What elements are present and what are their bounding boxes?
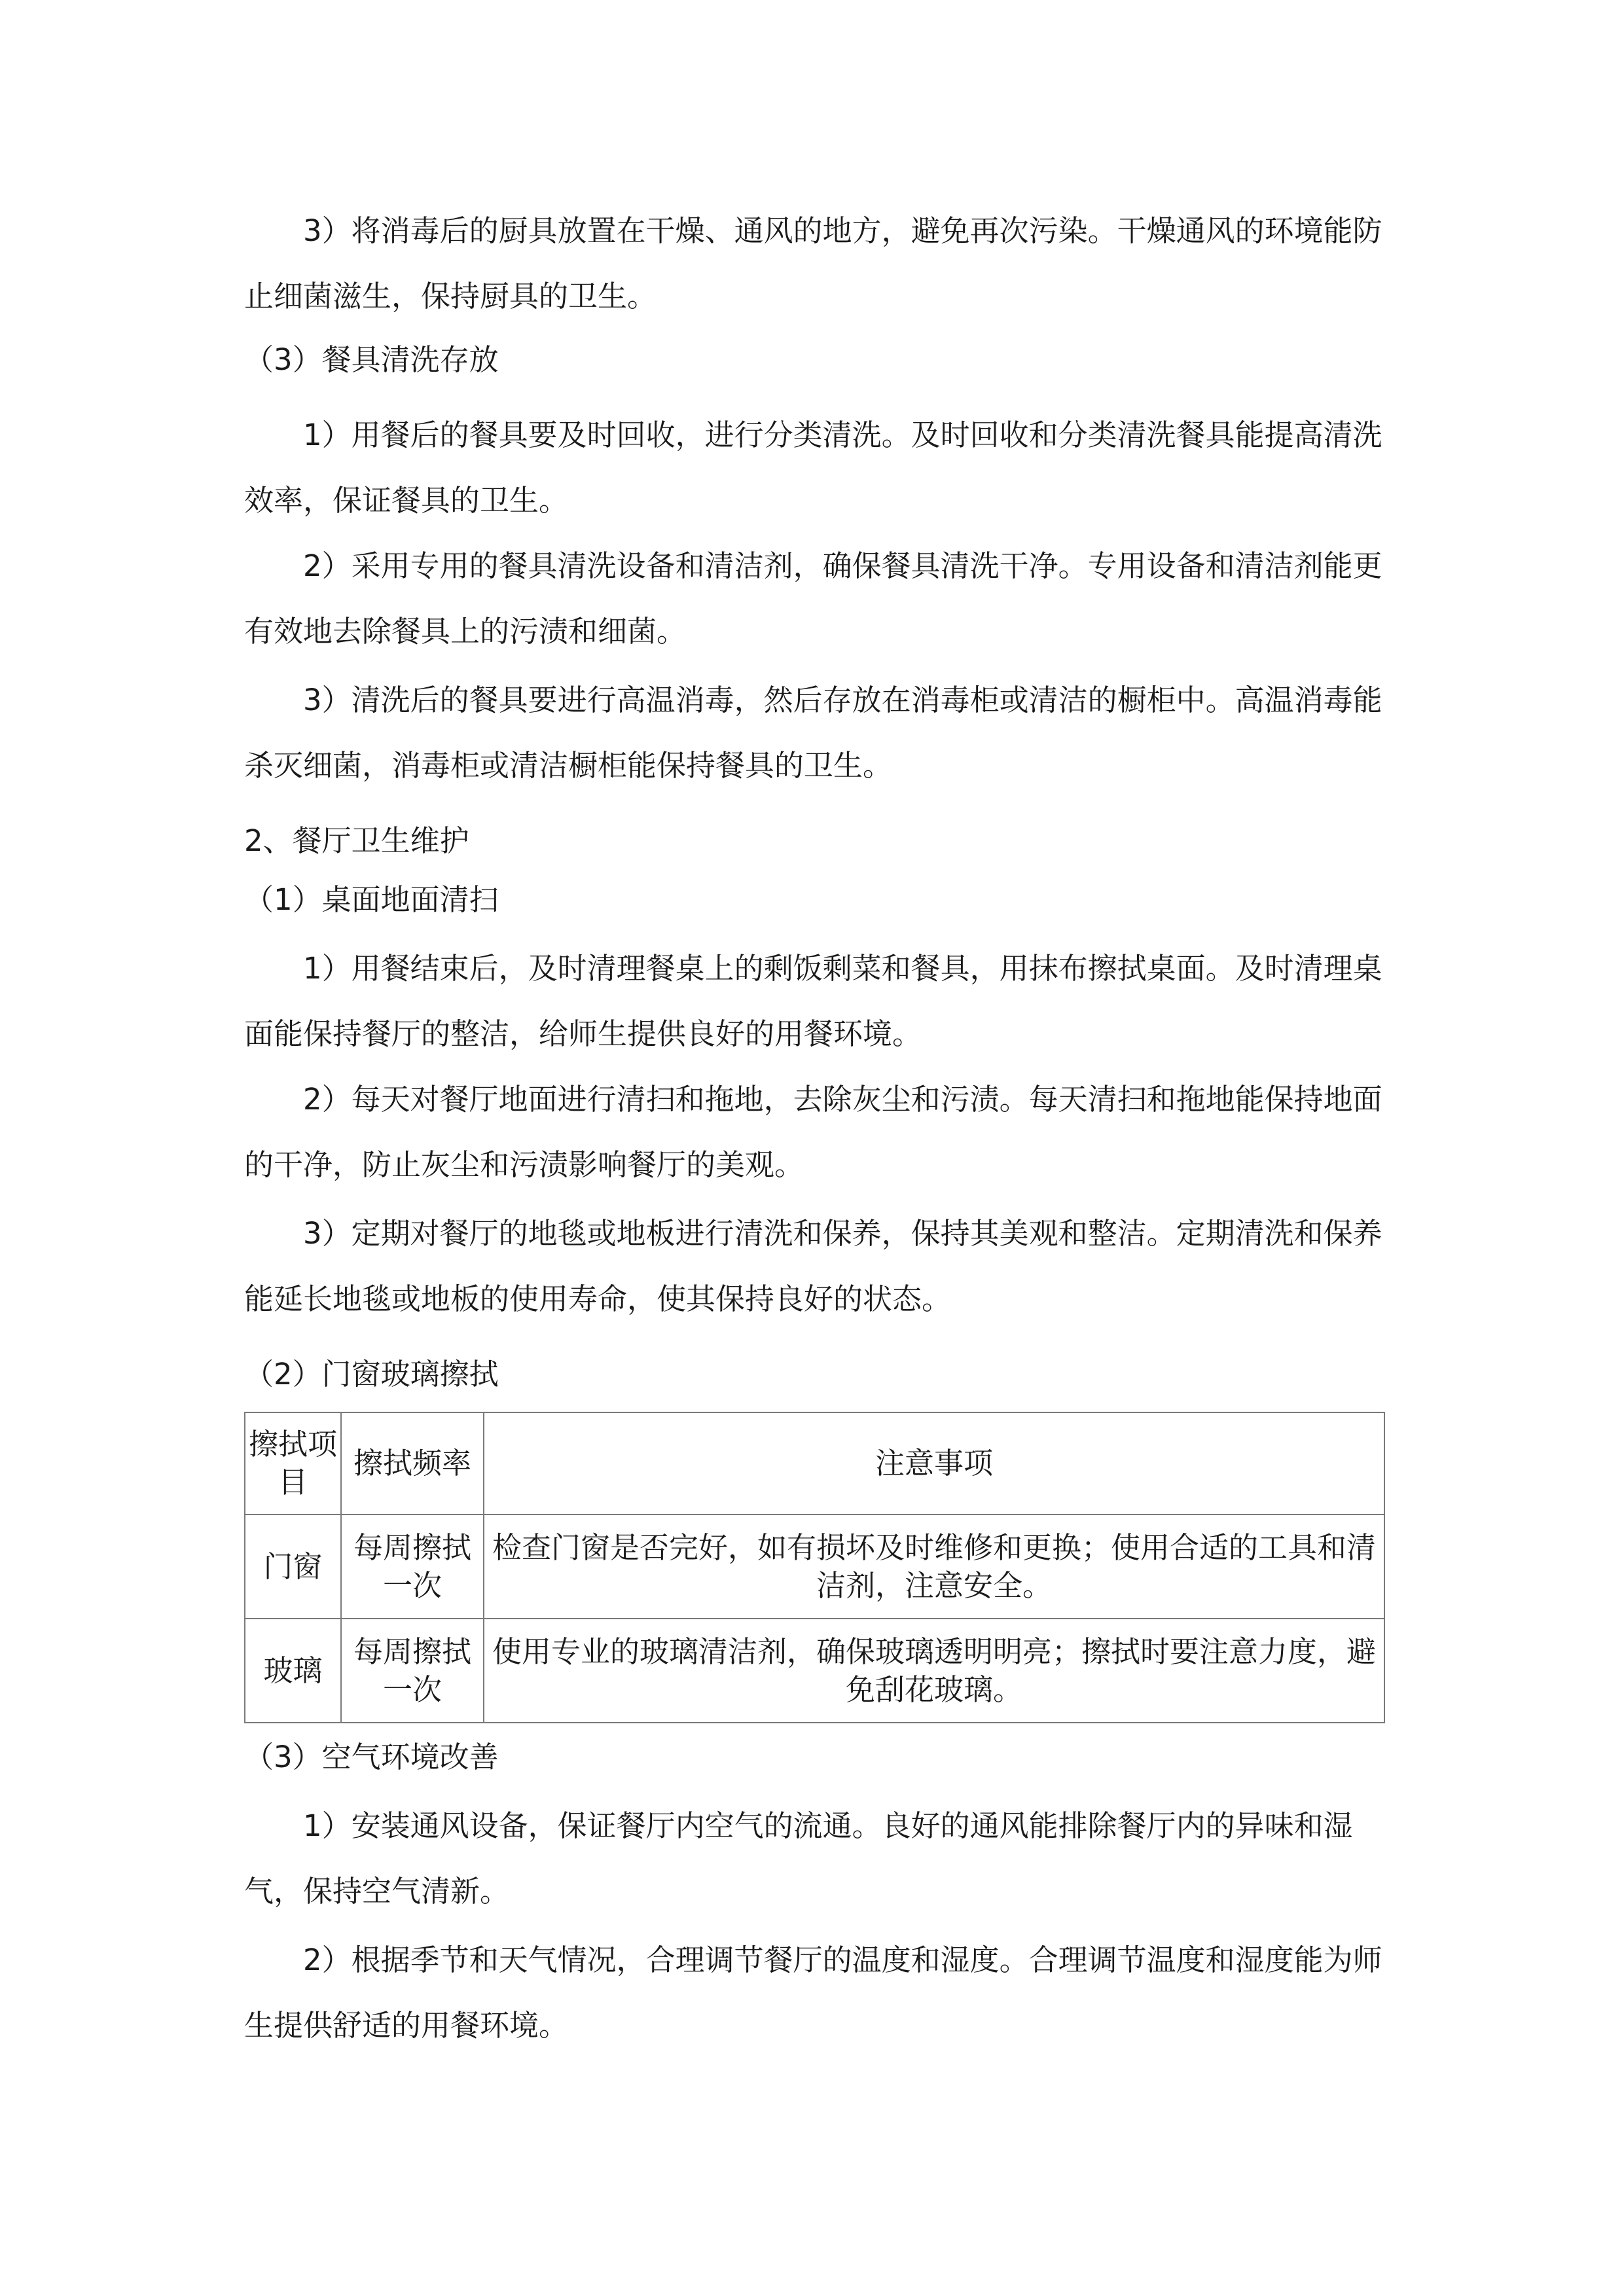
header-cell-item: 擦拭项目	[245, 1412, 341, 1515]
table-cell: 每周擦拭一次	[341, 1515, 484, 1619]
paragraph-tableware-1: 1）用餐后的餐具要及时回收，进行分类清洗。及时回收和分类清洗餐具能提高清洗效率，保证餐具的卫生。	[244, 418, 1382, 518]
table-row	[245, 1515, 1384, 1619]
table-cell: 检查门窗是否完好，如有损坏及时维修和更换；使用合适的工具和清洁剂，注意安全。	[484, 1515, 1384, 1619]
table-cell: 门窗	[245, 1515, 341, 1619]
paragraph-floor-2: 2）每天对餐厅地面进行清扫和拖地，去除灰尘和污渍。每天清扫和拖地能保持地面的干净，防止灰尘和污渍影响餐厅的美观。	[244, 1082, 1382, 1182]
paragraph-floor-1: 1）用餐结束后，及时清理餐桌上的剩饭剩菜和餐具，用抹布擦拭桌面。及时清理桌面能保持餐厅的整洁，给师生提供良好的用餐环境。	[244, 951, 1382, 1051]
table-header-row	[245, 1412, 1384, 1515]
heading-tableware-cleaning: （3）餐具清洗存放	[244, 342, 499, 377]
heading-table-floor: （1）桌面地面清扫	[244, 882, 499, 917]
paragraph-air-2: 2）根据季节和天气情况，合理调节餐厅的温度和湿度。合理调节温度和湿度能为师生提供舒适的用餐环境。	[244, 1943, 1382, 2043]
heading-dining-hall: 2、餐厅卫生维护	[244, 823, 469, 858]
paragraph-tool-storage: 3）将消毒后的厨具放置在干燥、通风的地方，避免再次污染。干燥通风的环境能防止细菌滋生，保持厨具的卫生。	[244, 213, 1382, 314]
paragraph-tableware-2: 2）采用专用的餐具清洗设备和清洁剂，确保餐具清洗干净。专用设备和清洁剂能更有效地去除餐具上的污渍和细菌。	[244, 548, 1382, 649]
heading-air-environment: （3）空气环境改善	[244, 1740, 499, 1774]
paragraph-floor-3: 3）定期对餐厅的地毯或地板进行清洗和保养，保持其美观和整洁。定期清洗和保养能延长地毯或地板的使用寿命，使其保持良好的状态。	[244, 1216, 1382, 1316]
paragraph-tableware-3: 3）清洗后的餐具要进行高温消毒，然后存放在消毒柜或清洁的橱柜中。高温消毒能杀灭细菌，消毒柜或清洁橱柜能保持餐具的卫生。	[244, 683, 1382, 783]
heading-door-window: （2）门窗玻璃擦拭	[244, 1357, 499, 1391]
header-cell-notes: 注意事项	[484, 1412, 1384, 1515]
table-cell: 每周擦拭一次	[341, 1619, 484, 1723]
paragraph-air-1: 1）安装通风设备，保证餐厅内空气的流通。良好的通风能排除餐厅内的异味和湿气，保持空气清新。	[244, 1808, 1353, 1909]
table-row	[245, 1619, 1384, 1723]
table-cell: 使用专业的玻璃清洁剂，确保玻璃透明明亮；擦拭时要注意力度，避免刮花玻璃。	[484, 1619, 1384, 1723]
table-cell: 玻璃	[245, 1619, 341, 1723]
header-cell-frequency: 擦拭频率	[341, 1412, 484, 1515]
wiping-table	[244, 1412, 1385, 1723]
